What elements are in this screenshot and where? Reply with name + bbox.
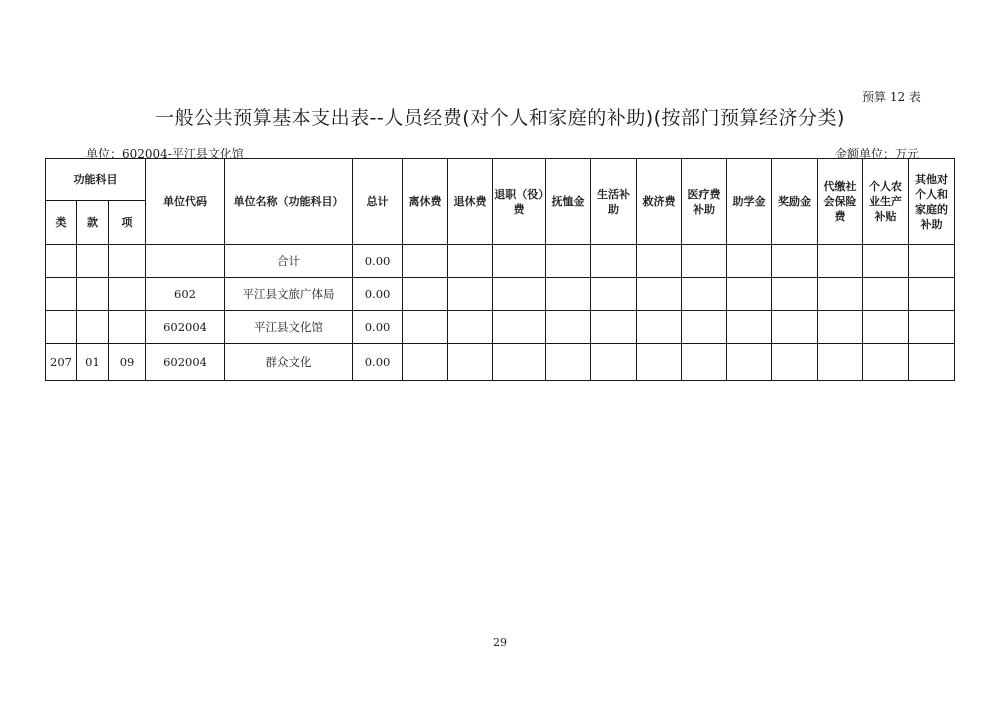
header-lei: 类 [46, 201, 77, 245]
cell-empty [637, 245, 682, 278]
cell-lei: 207 [46, 344, 77, 381]
header-living-subsidy: 生活补助 [591, 159, 637, 245]
cell-empty [591, 344, 637, 381]
cell-xiang [109, 245, 146, 278]
cell-kuan [77, 278, 109, 311]
money-unit-label: 金额单位：万元 [835, 147, 920, 161]
header-relief-fee: 救济费 [637, 159, 682, 245]
cell-empty [909, 245, 955, 278]
header-unit-code: 单位代码 [146, 159, 225, 245]
table-row [46, 278, 955, 311]
cell-empty [546, 245, 591, 278]
cell-code: 602004 [146, 344, 225, 381]
cell-total: 0.00 [353, 344, 403, 381]
cell-empty [637, 278, 682, 311]
header-agri-subsidy: 个人农业生产补贴 [863, 159, 909, 245]
page-title: 一般公共预算基本支出表--人员经费(对个人和家庭的补助)(按部门预算经济分类) [155, 107, 845, 129]
header-pension-fee: 退休费 [448, 159, 493, 245]
cell-lei [46, 311, 77, 344]
cell-empty [403, 311, 448, 344]
cell-empty [493, 245, 546, 278]
cell-empty [493, 311, 546, 344]
cell-empty [772, 245, 818, 278]
cell-empty [727, 278, 772, 311]
cell-empty [546, 344, 591, 381]
unit-label: 单位：602004-平江县文化馆 [86, 147, 244, 161]
cell-empty [637, 344, 682, 381]
cell-kuan [77, 245, 109, 278]
header-retirement-fee: 离休费 [403, 159, 448, 245]
cell-empty [818, 245, 863, 278]
budget-table [45, 158, 955, 381]
cell-kuan [77, 311, 109, 344]
cell-empty [682, 344, 727, 381]
cell-code [146, 245, 225, 278]
header-xiang: 项 [109, 201, 146, 245]
cell-empty [591, 245, 637, 278]
cell-total: 0.00 [353, 278, 403, 311]
cell-empty [546, 278, 591, 311]
table-number: 预算 12 表 [862, 90, 921, 104]
cell-kuan: 01 [77, 344, 109, 381]
cell-empty [772, 311, 818, 344]
cell-empty [682, 245, 727, 278]
cell-empty [818, 311, 863, 344]
cell-empty [863, 278, 909, 311]
page-number: 29 [493, 636, 507, 649]
cell-code: 602 [146, 278, 225, 311]
cell-empty [448, 344, 493, 381]
cell-name: 平江县文化馆 [225, 311, 353, 344]
cell-lei [46, 278, 77, 311]
cell-empty [682, 311, 727, 344]
header-function-subject: 功能科目 [46, 159, 146, 201]
cell-empty [637, 311, 682, 344]
cell-empty [682, 278, 727, 311]
table-row [46, 344, 955, 381]
cell-name: 平江县文旅广体局 [225, 278, 353, 311]
header-student-aid: 助学金 [727, 159, 772, 245]
table-row [46, 245, 955, 278]
header-reward: 奖励金 [772, 159, 818, 245]
cell-empty [591, 278, 637, 311]
header-total: 总计 [353, 159, 403, 245]
cell-empty [863, 245, 909, 278]
cell-empty [493, 278, 546, 311]
cell-code: 602004 [146, 311, 225, 344]
cell-empty [818, 344, 863, 381]
cell-empty [546, 311, 591, 344]
header-resignation-fee: 退职（役）费 [493, 159, 546, 245]
cell-xiang: 09 [109, 344, 146, 381]
cell-empty [727, 245, 772, 278]
cell-empty [727, 344, 772, 381]
cell-empty [909, 311, 955, 344]
cell-lei [46, 245, 77, 278]
cell-empty [772, 344, 818, 381]
header-medical-subsidy: 医疗费补助 [682, 159, 727, 245]
cell-total: 0.00 [353, 311, 403, 344]
cell-empty [403, 344, 448, 381]
cell-total: 0.00 [353, 245, 403, 278]
cell-name: 合计 [225, 245, 353, 278]
cell-xiang [109, 278, 146, 311]
cell-empty [909, 278, 955, 311]
header-unit-name: 单位名称（功能科目） [225, 159, 353, 245]
table-row [46, 311, 955, 344]
cell-xiang [109, 311, 146, 344]
cell-empty [818, 278, 863, 311]
cell-empty [863, 344, 909, 381]
header-social-insurance: 代缴社会保险费 [818, 159, 863, 245]
cell-empty [772, 278, 818, 311]
header-other-subsidy: 其他对个人和家庭的补助 [909, 159, 955, 245]
cell-empty [727, 311, 772, 344]
cell-empty [448, 278, 493, 311]
cell-empty [493, 344, 546, 381]
cell-empty [863, 311, 909, 344]
header-kuan: 款 [77, 201, 109, 245]
cell-empty [448, 245, 493, 278]
cell-empty [403, 278, 448, 311]
cell-empty [403, 245, 448, 278]
cell-empty [591, 311, 637, 344]
header-condolence-fund: 抚恤金 [546, 159, 591, 245]
cell-empty [909, 344, 955, 381]
cell-empty [448, 311, 493, 344]
cell-name: 群众文化 [225, 344, 353, 381]
